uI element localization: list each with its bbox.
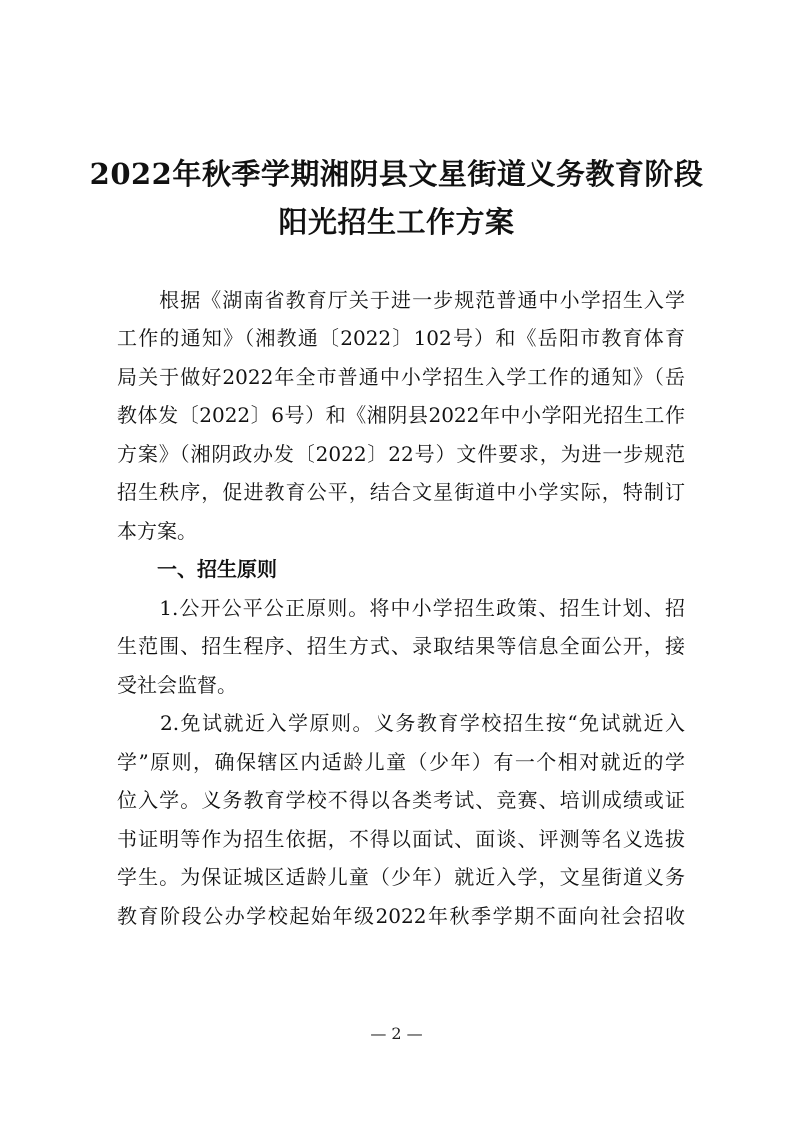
principle-2-line: 学”原则，确保辖区内适龄儿童（少年）有一个相对就近的学 bbox=[117, 750, 685, 774]
document-title-line-2: 阳光招生工作方案 bbox=[278, 205, 515, 239]
intro-line: 教体发〔2022〕6号）和《湘阴县2022年中小学阳光招生工作 bbox=[117, 403, 685, 427]
principle-2-line: 2.免试就近入学原则。义务教育学校招生按“免试就近入 bbox=[117, 711, 685, 735]
page-number: — 2 — bbox=[370, 1024, 423, 1043]
section-heading: 一、招生原则 bbox=[117, 557, 277, 581]
principle-1-line: 1.公开公平公正原则。将中小学招生政策、招生计划、招 bbox=[117, 596, 685, 620]
intro-line: 本方案。 bbox=[117, 519, 197, 543]
principle-2-line: 位入学。义务教育学校不得以各类考试、竞赛、培训成绩或证 bbox=[117, 788, 685, 812]
principle-1-line: 生范围、招生程序、招生方式、录取结果等信息全面公开，接 bbox=[117, 634, 685, 658]
principle-1-line: 受社会监督。 bbox=[117, 673, 237, 697]
intro-line: 局关于做好2022年全市普通中小学招生入学工作的通知》（岳 bbox=[117, 365, 685, 389]
intro-line: 工作的通知》（湘教通〔2022〕102号）和《岳阳市教育体育 bbox=[117, 326, 685, 350]
principle-2-line: 教育阶段公办学校起始年级2022年秋季学期不面向社会招收 bbox=[117, 904, 685, 928]
intro-line: 招生秩序，促进教育公平，结合文星街道中小学实际，特制订 bbox=[117, 480, 685, 504]
principle-2-line: 书证明等作为招生依据，不得以面试、面谈、评测等名义选拔 bbox=[117, 827, 685, 851]
document-title-line-1: 2022年秋季学期湘阴县文星街道义务教育阶段 bbox=[89, 157, 704, 191]
principle-2-line: 学生。为保证城区适龄儿童（少年）就近入学，文星街道义务 bbox=[117, 865, 685, 889]
intro-line: 根据《湖南省教育厅关于进一步规范普通中小学招生入学 bbox=[117, 288, 685, 312]
intro-line: 方案》（湘阴政办发〔2022〕22号）文件要求，为进一步规范 bbox=[117, 442, 685, 466]
